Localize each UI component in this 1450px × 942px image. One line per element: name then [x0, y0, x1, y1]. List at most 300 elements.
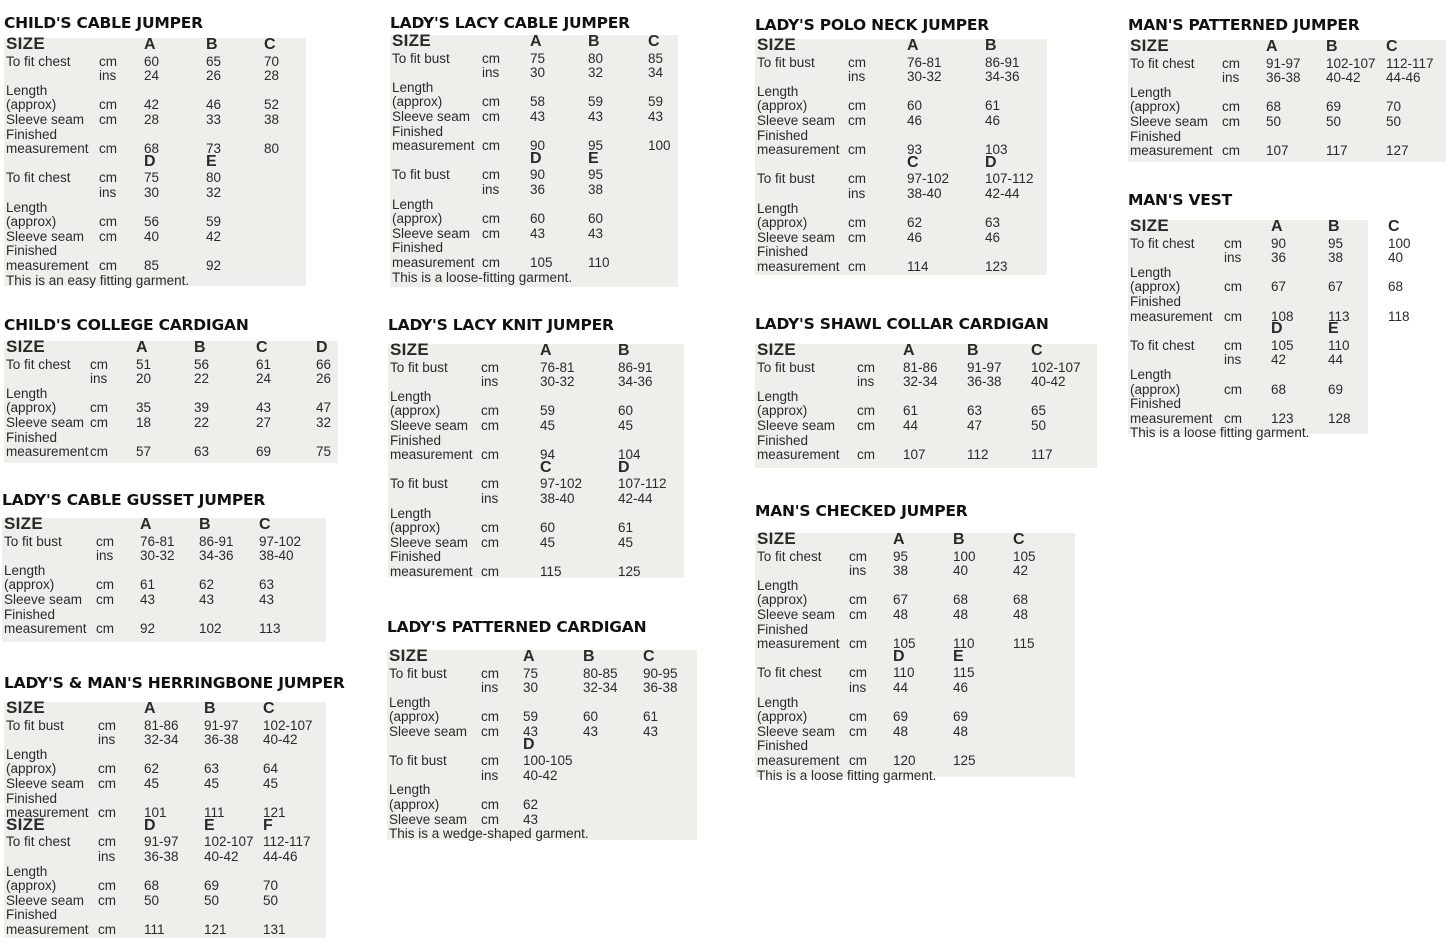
size-letter: B [204, 700, 216, 717]
unit-label: ins [98, 732, 116, 748]
size-letter: B [967, 342, 979, 359]
table-cell: 70 [1386, 99, 1402, 115]
unit-label: cm [848, 113, 866, 128]
table-cell: 68 [1013, 592, 1029, 608]
table-cell: 36-38 [1266, 70, 1301, 86]
unit-label: cm [481, 476, 499, 492]
table-cell: 112-117 [1386, 55, 1434, 71]
row-label: To fit chest [1130, 55, 1195, 71]
table-cell: 40-42 [523, 767, 558, 783]
size-heading: SIZE [4, 514, 43, 533]
size-letter: C [264, 36, 276, 53]
row-label: Length [392, 196, 434, 212]
unit-label: cm [98, 717, 116, 733]
table-cell: 67 [1328, 279, 1344, 295]
row-label: Sleeve seam [757, 723, 836, 739]
size-letter: F [263, 816, 273, 834]
table-cell: 38 [264, 112, 280, 127]
table-cell: 100 [953, 548, 976, 564]
row-label: (approx) [4, 577, 55, 593]
size-letter: B [194, 339, 206, 356]
unit-label: cm [481, 534, 499, 550]
size-letter: B [985, 37, 997, 54]
table-cell: 93 [907, 142, 923, 158]
table-cell: 65 [1031, 403, 1047, 419]
size-letter: E [588, 149, 599, 167]
table-cell: 58 [530, 94, 546, 110]
size-letter: A [144, 36, 156, 53]
table-cell: 101 [144, 805, 167, 821]
row-label: (approx) [392, 94, 443, 110]
table-cell: 123 [985, 259, 1008, 274]
table-cell: 69 [893, 709, 909, 725]
row-label: To fit chest [6, 53, 71, 69]
table-cell: 33 [206, 112, 222, 127]
table-cell: 104 [618, 447, 641, 463]
table-cell: 68 [1271, 381, 1287, 397]
unit-label: cm [848, 54, 866, 70]
table-cell: 48 [1013, 607, 1029, 622]
row-label: (approx) [390, 520, 441, 536]
row-label: Length [6, 385, 48, 401]
size-letter: D [1271, 320, 1283, 338]
row-label: Sleeve seam [757, 607, 836, 622]
size-letter: D [530, 149, 542, 167]
size-letter: A [136, 339, 148, 356]
size-heading: SIZE [757, 340, 796, 359]
table-cell: 86-91 [199, 533, 234, 549]
table-cell: 128 [1328, 410, 1351, 426]
table-cell: 50 [1266, 114, 1282, 129]
size-heading: SIZE [6, 698, 45, 717]
unit-label: cm [99, 228, 117, 244]
size-heading: SIZE [392, 31, 431, 50]
row-label: Finished [6, 907, 58, 923]
table-cell: 100-105 [523, 753, 573, 769]
row-label: Length [757, 200, 799, 216]
table-cell: 50 [1326, 114, 1342, 129]
table-cell: 102-107 [1326, 55, 1376, 71]
row-label: measurement [6, 444, 89, 460]
table-cell: 30 [144, 185, 160, 200]
table-cell: 44 [1328, 352, 1344, 368]
unit-label: cm [98, 878, 116, 894]
table-cell: 38-40 [907, 186, 942, 201]
table-cell: 103 [985, 142, 1008, 158]
row-label: measurement [757, 259, 840, 274]
table-cell: 18 [136, 415, 152, 430]
table-cell: 80 [264, 141, 280, 157]
unit-label: cm [849, 548, 867, 564]
unit-label: cm [849, 607, 867, 622]
table-cell: 115 [1013, 636, 1035, 652]
table-cell: 39 [194, 400, 210, 416]
table-cell: 61 [903, 403, 919, 419]
unit-label: cm [96, 577, 114, 593]
table-cell: 75 [523, 665, 539, 681]
unit-label: cm [848, 142, 866, 158]
table-cell: 86-91 [618, 359, 653, 375]
block-title: LADY'S LACY CABLE JUMPER [390, 14, 630, 32]
unit-label: cm [99, 112, 117, 127]
unit-label: ins [481, 767, 499, 783]
row-label: Length [757, 83, 799, 99]
table-cell: 48 [953, 723, 969, 739]
table-cell: 40-42 [1031, 374, 1066, 390]
row-label: Sleeve seam [757, 229, 836, 245]
table-cell: 42-44 [618, 491, 653, 506]
table-cell: 60 [618, 403, 634, 419]
row-label: Length [1130, 84, 1172, 100]
table-cell: 32 [588, 65, 604, 81]
table-cell: 40 [144, 228, 160, 244]
row-label: Finished [1130, 294, 1182, 309]
unit-label: cm [857, 418, 875, 433]
table-cell: 97-102 [540, 476, 583, 492]
row-label: Length [6, 746, 48, 762]
size-letter: A [1271, 218, 1283, 235]
unit-label: ins [481, 374, 499, 390]
row-label: measurement [6, 805, 89, 821]
row-label: Sleeve seam [4, 592, 83, 607]
size-letter: C [263, 700, 275, 717]
row-label: Finished [757, 621, 809, 637]
unit-label: cm [90, 444, 108, 460]
table-cell: 52 [264, 97, 280, 113]
table-cell: 75 [530, 50, 546, 66]
size-letter: A [144, 700, 156, 717]
size-letter: A [907, 37, 919, 54]
table-cell: 92 [206, 258, 222, 273]
table-cell: 68 [1266, 99, 1282, 115]
unit-label: cm [98, 892, 116, 908]
table-cell: 43 [530, 109, 546, 124]
unit-label: cm [481, 709, 499, 725]
table-cell: 30-32 [907, 69, 942, 85]
size-letter: C [1031, 342, 1043, 359]
row-label: (approx) [757, 403, 808, 419]
unit-label: cm [849, 709, 867, 725]
table-cell: 38 [893, 563, 909, 579]
row-label: Length [6, 82, 48, 98]
table-cell: 125 [953, 753, 976, 768]
table-cell: 43 [530, 225, 546, 241]
table-cell: 28 [264, 68, 280, 84]
table-cell: 32-34 [144, 732, 179, 748]
size-letter: C [256, 339, 268, 356]
row-label: To fit bust [390, 476, 448, 492]
unit-label: cm [1224, 381, 1242, 397]
unit-label: ins [99, 185, 117, 200]
table-cell: 63 [967, 403, 983, 419]
unit-label: cm [848, 215, 866, 231]
table-cell: 90-95 [643, 665, 678, 681]
table-cell: 90 [530, 138, 546, 154]
size-letter: D [893, 647, 905, 665]
table-cell: 131 [263, 922, 286, 937]
size-letter: D [618, 458, 630, 476]
table-cell: 68 [144, 878, 160, 894]
unit-label: cm [99, 258, 117, 273]
table-cell: 63 [204, 761, 220, 777]
table-cell: 42 [206, 228, 222, 244]
table-cell: 46 [953, 680, 969, 695]
table-cell: 70 [263, 878, 279, 894]
unit-label: cm [90, 400, 108, 416]
table-cell: 46 [907, 113, 923, 128]
table-cell: 97-102 [907, 171, 950, 187]
unit-label: cm [99, 141, 117, 157]
table-cell: 43 [648, 109, 664, 124]
unit-label: cm [98, 761, 116, 777]
row-label: (approx) [1130, 279, 1181, 295]
row-label: Finished [390, 549, 442, 565]
unit-label: cm [1224, 337, 1242, 353]
size-letter: E [204, 816, 215, 834]
unit-label: cm [481, 447, 499, 463]
unit-label: cm [90, 415, 108, 430]
size-letter: B [588, 33, 600, 50]
table-cell: 64 [263, 761, 279, 777]
unit-label: cm [1224, 279, 1242, 295]
row-label: Length [6, 863, 48, 879]
row-label: Finished [392, 240, 444, 256]
block-title: MAN'S CHECKED JUMPER [755, 502, 968, 520]
table-cell: 34-36 [985, 69, 1020, 85]
table-cell: 100 [1388, 235, 1411, 251]
table-cell: 62 [523, 797, 539, 812]
table-cell: 36 [530, 182, 546, 197]
row-label: Length [757, 388, 799, 404]
size-letter: E [1328, 320, 1339, 338]
table-cell: 34 [648, 65, 664, 81]
size-heading: SIZE [757, 529, 796, 548]
size-letter: B [583, 648, 595, 665]
size-letter: E [206, 152, 217, 170]
table-cell: 76-81 [140, 533, 175, 549]
table-cell: 107 [1266, 143, 1289, 159]
unit-label: cm [481, 797, 499, 812]
unit-label: cm [849, 636, 867, 652]
row-label: (approx) [757, 215, 808, 231]
unit-label: ins [96, 548, 114, 564]
table-cell: 46 [907, 229, 923, 245]
row-label: Length [757, 694, 799, 710]
size-letter: D [316, 339, 328, 356]
row-label: To fit chest [757, 548, 822, 564]
table-cell: 66 [316, 356, 332, 372]
table-cell: 105 [1013, 548, 1036, 564]
table-cell: 73 [206, 141, 222, 157]
table-cell: 95 [1328, 235, 1344, 251]
row-label: Length [390, 505, 432, 521]
row-label: Length [390, 388, 432, 404]
table-cell: 47 [967, 418, 983, 433]
unit-label: cm [482, 94, 500, 110]
unit-label: cm [99, 214, 117, 230]
size-letter: E [953, 647, 964, 665]
table-cell: 27 [256, 415, 272, 430]
row-label: To fit bust [389, 753, 447, 769]
unit-label: cm [481, 520, 499, 536]
size-heading: SIZE [6, 337, 45, 356]
table-cell: 28 [144, 112, 160, 127]
table-cell: 97-102 [259, 533, 302, 549]
table-cell: 43 [643, 724, 659, 739]
row-label: Finished [392, 123, 444, 139]
unit-label: cm [482, 167, 500, 183]
table-cell: 22 [194, 371, 210, 387]
unit-label: cm [849, 665, 867, 681]
row-label: Length [1130, 264, 1172, 280]
table-cell: 105 [893, 636, 916, 652]
table-cell: 90 [1271, 235, 1287, 251]
table-cell: 36-38 [204, 732, 239, 748]
table-cell: 56 [144, 214, 160, 230]
table-cell: 80 [206, 170, 222, 186]
size-letter: C [1386, 38, 1398, 55]
size-letter: A [140, 516, 152, 533]
size-letter: C [540, 458, 552, 476]
table-cell: 30-32 [540, 374, 575, 390]
table-cell: 43 [588, 225, 604, 241]
size-letter: B [618, 342, 630, 359]
table-cell: 40-42 [204, 849, 239, 864]
table-cell: 123 [1271, 410, 1294, 426]
size-letter: B [1326, 38, 1338, 55]
unit-label: cm [1224, 235, 1242, 251]
unit-label: cm [481, 564, 499, 579]
garment-note: This is an easy fitting garment. [6, 272, 190, 288]
table-cell: 40 [953, 563, 969, 579]
table-cell: 38-40 [540, 491, 575, 506]
unit-label: cm [848, 98, 866, 114]
table-cell: 107-112 [618, 476, 667, 492]
unit-label: cm [481, 403, 499, 419]
table-cell: 105 [530, 255, 553, 270]
table-cell: 69 [1326, 99, 1342, 115]
block-title: MAN'S PATTERNED JUMPER [1128, 16, 1360, 34]
row-label: (approx) [6, 214, 57, 230]
row-label: Length [4, 562, 46, 578]
row-label: Finished [6, 429, 58, 445]
unit-label: cm [481, 724, 499, 739]
table-cell: 61 [643, 709, 659, 725]
row-label: measurement [4, 621, 87, 637]
row-label: measurement [1130, 410, 1213, 426]
unit-label: cm [849, 723, 867, 739]
table-cell: 59 [206, 214, 222, 230]
table-cell: 56 [194, 356, 210, 372]
unit-label: cm [481, 811, 499, 827]
table-cell: 48 [893, 607, 909, 622]
table-cell: 75 [316, 444, 332, 460]
table-cell: 48 [953, 607, 969, 622]
table-cell: 42 [1013, 563, 1029, 579]
table-cell: 43 [140, 592, 156, 607]
table-cell: 36-38 [643, 680, 678, 696]
row-label: To fit chest [6, 170, 71, 186]
table-cell: 94 [540, 447, 556, 463]
row-label: Length [757, 577, 799, 593]
table-cell: 111 [204, 805, 225, 821]
size-heading: SIZE [390, 340, 429, 359]
table-cell: 69 [204, 878, 220, 894]
unit-label: cm [481, 753, 499, 769]
row-label: measurement [1130, 143, 1213, 159]
table-cell: 114 [907, 259, 929, 274]
table-cell: 121 [263, 805, 286, 821]
unit-label: cm [96, 621, 114, 637]
size-letter: C [1388, 218, 1400, 235]
unit-label: cm [482, 255, 500, 270]
size-letter: C [1013, 531, 1025, 548]
table-cell: 113 [1328, 308, 1350, 324]
table-cell: 112-117 [263, 834, 311, 850]
row-label: Sleeve seam [1130, 114, 1209, 129]
row-label: To fit chest [6, 834, 71, 850]
row-label: To fit bust [389, 665, 447, 681]
row-label: Sleeve seam [757, 113, 836, 128]
row-label: (approx) [757, 709, 808, 725]
size-letter: A [540, 342, 552, 359]
size-heading: SIZE [389, 646, 428, 665]
row-label: Finished [757, 738, 809, 754]
table-cell: 60 [583, 709, 599, 725]
table-cell: 107 [903, 447, 926, 463]
table-cell: 60 [144, 53, 160, 69]
unit-label: cm [90, 356, 108, 372]
table-cell: 50 [144, 892, 160, 908]
size-letter: D [985, 153, 997, 171]
table-cell: 117 [1031, 447, 1053, 463]
row-label: Length [389, 694, 431, 710]
table-cell: 91-97 [967, 359, 1002, 375]
table-cell: 69 [953, 709, 969, 725]
table-cell: 57 [136, 444, 152, 460]
table-cell: 45 [540, 418, 556, 433]
table-cell: 105 [1271, 337, 1294, 353]
table-cell: 32-34 [903, 374, 938, 390]
table-cell: 102-107 [204, 834, 254, 850]
row-label: Sleeve seam [6, 776, 85, 791]
table-cell: 102 [199, 621, 222, 637]
table-cell: 38 [588, 182, 604, 197]
unit-label: cm [482, 225, 500, 241]
unit-label: cm [98, 922, 116, 937]
table-cell: 44-46 [263, 849, 298, 864]
block-title: CHILD'S CABLE JUMPER [4, 14, 203, 32]
table-cell: 45 [618, 534, 634, 550]
size-letter: B [953, 531, 965, 548]
table-cell: 60 [540, 520, 556, 536]
table-cell: 43 [523, 811, 539, 827]
table-cell: 46 [985, 113, 1001, 128]
row-label: To fit bust [392, 50, 450, 66]
row-label: Finished [757, 244, 809, 260]
table-cell: 91-97 [204, 717, 239, 733]
block-title: LADY'S CABLE GUSSET JUMPER [2, 491, 266, 509]
garment-note: This is a loose fitting garment. [1130, 425, 1310, 441]
row-label: measurement [757, 753, 840, 768]
table-cell: 36-38 [967, 374, 1002, 390]
table-cell: 26 [316, 371, 332, 387]
table-cell: 68 [1388, 279, 1404, 295]
size-letter: A [530, 33, 542, 50]
table-cell: 44-46 [1386, 70, 1421, 86]
table-cell: 112 [967, 447, 989, 463]
table-cell: 63 [985, 215, 1001, 231]
